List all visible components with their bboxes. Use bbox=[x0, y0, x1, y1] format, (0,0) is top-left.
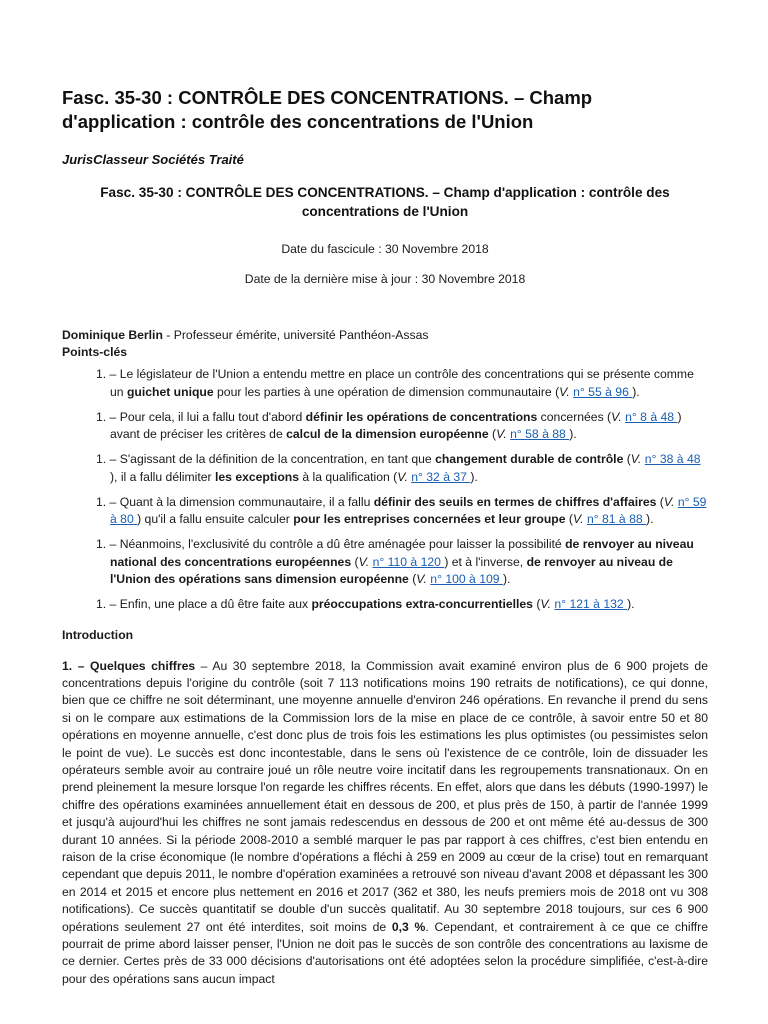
document-title: Fasc. 35-30 : CONTRÔLE DES CONCENTRATIONS. – Champ d'application : contrôle des concentrations de l'Union bbox=[62, 87, 593, 132]
introduction-heading: Introduction bbox=[62, 627, 134, 642]
fascicle-date: Date du fascicule : 30 Novembre 2018 bbox=[281, 242, 489, 256]
last-update-date: Date de la dernière mise à jour : 30 Novembre 2018 bbox=[244, 272, 526, 286]
key-point-emphasis: préoccupations extra-concurrentielles bbox=[311, 597, 533, 611]
key-point-text: Le législateur de l'Union a entendu mettre en place un contrôle des concentrations qui se présente comme un bbox=[110, 367, 694, 399]
key-points-list bbox=[62, 366, 708, 614]
see-also-label: V. bbox=[397, 469, 412, 484]
body-paragraph bbox=[62, 658, 708, 989]
key-point-text: concernées ( bbox=[537, 409, 612, 424]
cross-reference-link[interactable]: n° 121 à 132 bbox=[554, 597, 628, 611]
key-point-number: 1. – bbox=[96, 452, 120, 466]
key-point-text: à la qualification ( bbox=[298, 469, 398, 484]
paragraph-text: . Cependant, et contrairement à ce que ce chiffre pourrait de prime abord laisser penser, l'Union ne doit pas le succès de son contrôle des concentrations au laxisme de ce dernier. Certes près de 33 000 décisions d'autorisations ont été adoptées selon la procédure simplifiée, c'est-à-dire pour des opérations sans aucun impact bbox=[62, 919, 709, 986]
key-point-emphasis: changement durable de contrôle bbox=[435, 452, 624, 466]
key-point-text: pour les parties à une opération de dimension communautaire ( bbox=[213, 384, 560, 399]
key-point-text: ). bbox=[569, 427, 577, 441]
key-point bbox=[62, 366, 708, 401]
key-point-text: ). bbox=[627, 597, 635, 611]
key-point-text: Néanmoins, l'exclusivité du contrôle a dû être aménagée pour laisser la possibilité bbox=[119, 537, 566, 551]
key-points-heading: Points-clés bbox=[62, 345, 128, 359]
key-point-emphasis: pour les entreprises concernées et leur groupe bbox=[293, 512, 566, 526]
source-publication: JurisClasseur Sociétés Traité bbox=[62, 152, 244, 167]
key-point-text: ( bbox=[408, 572, 417, 586]
cross-reference-link[interactable]: n° 110 à 120 bbox=[372, 554, 445, 569]
key-point-text: ) et à l'inverse, bbox=[444, 554, 527, 569]
key-point-emphasis: calcul de la dimension européenne bbox=[286, 427, 489, 441]
see-also-label: V. bbox=[416, 572, 431, 586]
key-point-text: Pour cela, il lui a fallu tout d'abord bbox=[119, 409, 306, 424]
cross-reference-link[interactable]: n° 100 à 109 bbox=[430, 572, 503, 586]
author-line bbox=[62, 327, 708, 344]
see-also-label: V. bbox=[559, 384, 574, 399]
see-also-label: V. bbox=[540, 597, 555, 611]
see-also-label: V. bbox=[663, 494, 678, 509]
key-point-number: 1. – bbox=[96, 537, 120, 551]
key-point-text: ( bbox=[488, 427, 497, 441]
author-name: Dominique Berlin bbox=[62, 328, 163, 342]
cross-reference-link[interactable]: n° 59 à 80 bbox=[110, 494, 707, 526]
key-point-text: ). bbox=[502, 572, 511, 586]
key-point bbox=[62, 536, 708, 589]
key-point-number: 1. – bbox=[96, 367, 120, 381]
key-point-number: 1. – bbox=[96, 409, 120, 424]
see-also-label: V. bbox=[572, 512, 587, 526]
cross-reference-link[interactable]: n° 32 à 37 bbox=[411, 469, 471, 484]
paragraph-lead: 1. – Quelques chiffres bbox=[62, 658, 196, 673]
key-point-number: 1. – bbox=[96, 597, 120, 611]
key-point-text: ) avant de préciser les critères de bbox=[110, 409, 682, 441]
cross-reference-link[interactable]: n° 38 à 48 bbox=[644, 452, 701, 466]
key-point-text: ( bbox=[623, 452, 631, 466]
key-point-text: ( bbox=[565, 512, 573, 526]
paragraph-text: – Au 30 septembre 2018, la Commission avait examiné environ plus de 6 900 projets de concentrations depuis l'origine du contrôle (soit 7 113 notifications moins 190 retraits de notifications), ce qui donne, bien que ce chiffre ne soit déterminant, une moyenne annuelle d'environ 246 opérations. En revanche il prend du sens si on le compare aux estimations de la Commission lors de la mise en place de ce contrôle, à savoir entre 50 et 80 opérations en moyenne annuelle, c'est donc plus de trois fois les estimations les plus optimistes (ou pessimistes selon le point de vue). Le succès est donc incontestable, dans le sens où l'existence de ce contrôle, loin de dissuader les opérateurs semble avoir au contraire joué un rôle neutre voire incitatif dans les regroupements transnationaux. On en prend pleinement la mesure lorsque l'on regarde les chiffres récents. En effet, alors que dans les débuts (1990-1997) le chiffre des opérations examinées annuellement était en dessous de 200, et plus près de 150, à partir de l'année 1999 et jusqu'à aujourd'hui les chiffres ne sont jamais redescendus en dessous de 200 et ont même été au-dessus de 300 durant 10 années. Si la période 2008-2010 a semblé marquer le pas par rapport à ces chiffres, c'est bien entendu en raison de la crise économique (le nombre d'opérations a fléchi à 259 en 2009 au cœur de la crise) tout en remarquant cependant que depuis 2011, le nombre d'opération examinées a retrouvé son niveau d'avant 2008 et dépassant les 300 en 2014 et 2015 et encore plus nettement en 2016 et 2017 (362 et 380, les neufs premiers mois de 2018 ont vu 308 notifications). Ce succès quantitatif se double d'un succès qualitatif. Au 30 septembre 2018 toujours, sur ces 6 900 opérations seulement 27 ont été interdites, soit moins de bbox=[62, 658, 708, 934]
key-point-emphasis: de renvoyer au niveau de l'Union des opérations sans dimension européenne bbox=[110, 554, 673, 586]
see-also-label: V. bbox=[358, 554, 373, 569]
key-point-text: ( bbox=[532, 597, 541, 611]
cross-reference-link[interactable]: n° 81 à 88 bbox=[586, 512, 647, 526]
key-point bbox=[62, 596, 708, 614]
key-point-text: ). bbox=[646, 512, 654, 526]
cross-reference-link[interactable]: n° 58 à 88 bbox=[510, 427, 570, 441]
key-point bbox=[62, 494, 708, 529]
key-point-text: ). bbox=[470, 469, 478, 484]
cross-reference-link[interactable]: n° 8 à 48 bbox=[625, 409, 678, 424]
key-point-emphasis: définir les opérations de concentrations bbox=[305, 409, 538, 424]
see-also-label: V. bbox=[630, 452, 645, 466]
key-point-emphasis: définir des seuils en termes de chiffres d'affaires bbox=[373, 494, 657, 509]
see-also-label: V. bbox=[611, 409, 626, 424]
key-point-text: ) qu'il a fallu ensuite calculer bbox=[137, 512, 294, 526]
key-point bbox=[62, 409, 708, 444]
key-point-emphasis: les exceptions bbox=[214, 469, 299, 484]
key-point-emphasis: de renvoyer au niveau national des concentrations européennes bbox=[110, 537, 694, 569]
key-point-text: ( bbox=[351, 554, 359, 569]
key-point-text: ( bbox=[656, 494, 664, 509]
key-point-text: Quant à la dimension communautaire, il a fallu bbox=[119, 494, 374, 509]
key-point-number: 1. – bbox=[96, 494, 120, 509]
key-point bbox=[62, 451, 708, 486]
key-point-text: S'agissant de la définition de la concentration, en tant que bbox=[119, 452, 436, 466]
document-page bbox=[62, 86, 708, 1000]
cross-reference-link[interactable]: n° 55 à 96 bbox=[573, 384, 633, 399]
see-also-label: V. bbox=[496, 427, 511, 441]
key-point-text: Enfin, une place a dû être faite aux bbox=[119, 597, 312, 611]
key-point-emphasis: guichet unique bbox=[126, 384, 214, 399]
key-point-text: ), il a fallu délimiter bbox=[110, 469, 215, 484]
key-point-text: ). bbox=[632, 384, 640, 399]
author-title: - Professeur émérite, université Panthéon-Assas bbox=[162, 328, 429, 342]
paragraph-emphasis: 0,3 % bbox=[391, 919, 426, 934]
fascicle-title: Fasc. 35-30 : CONTRÔLE DES CONCENTRATIONS. – Champ d'application : contrôle des concentrations de l'Union bbox=[100, 185, 670, 219]
